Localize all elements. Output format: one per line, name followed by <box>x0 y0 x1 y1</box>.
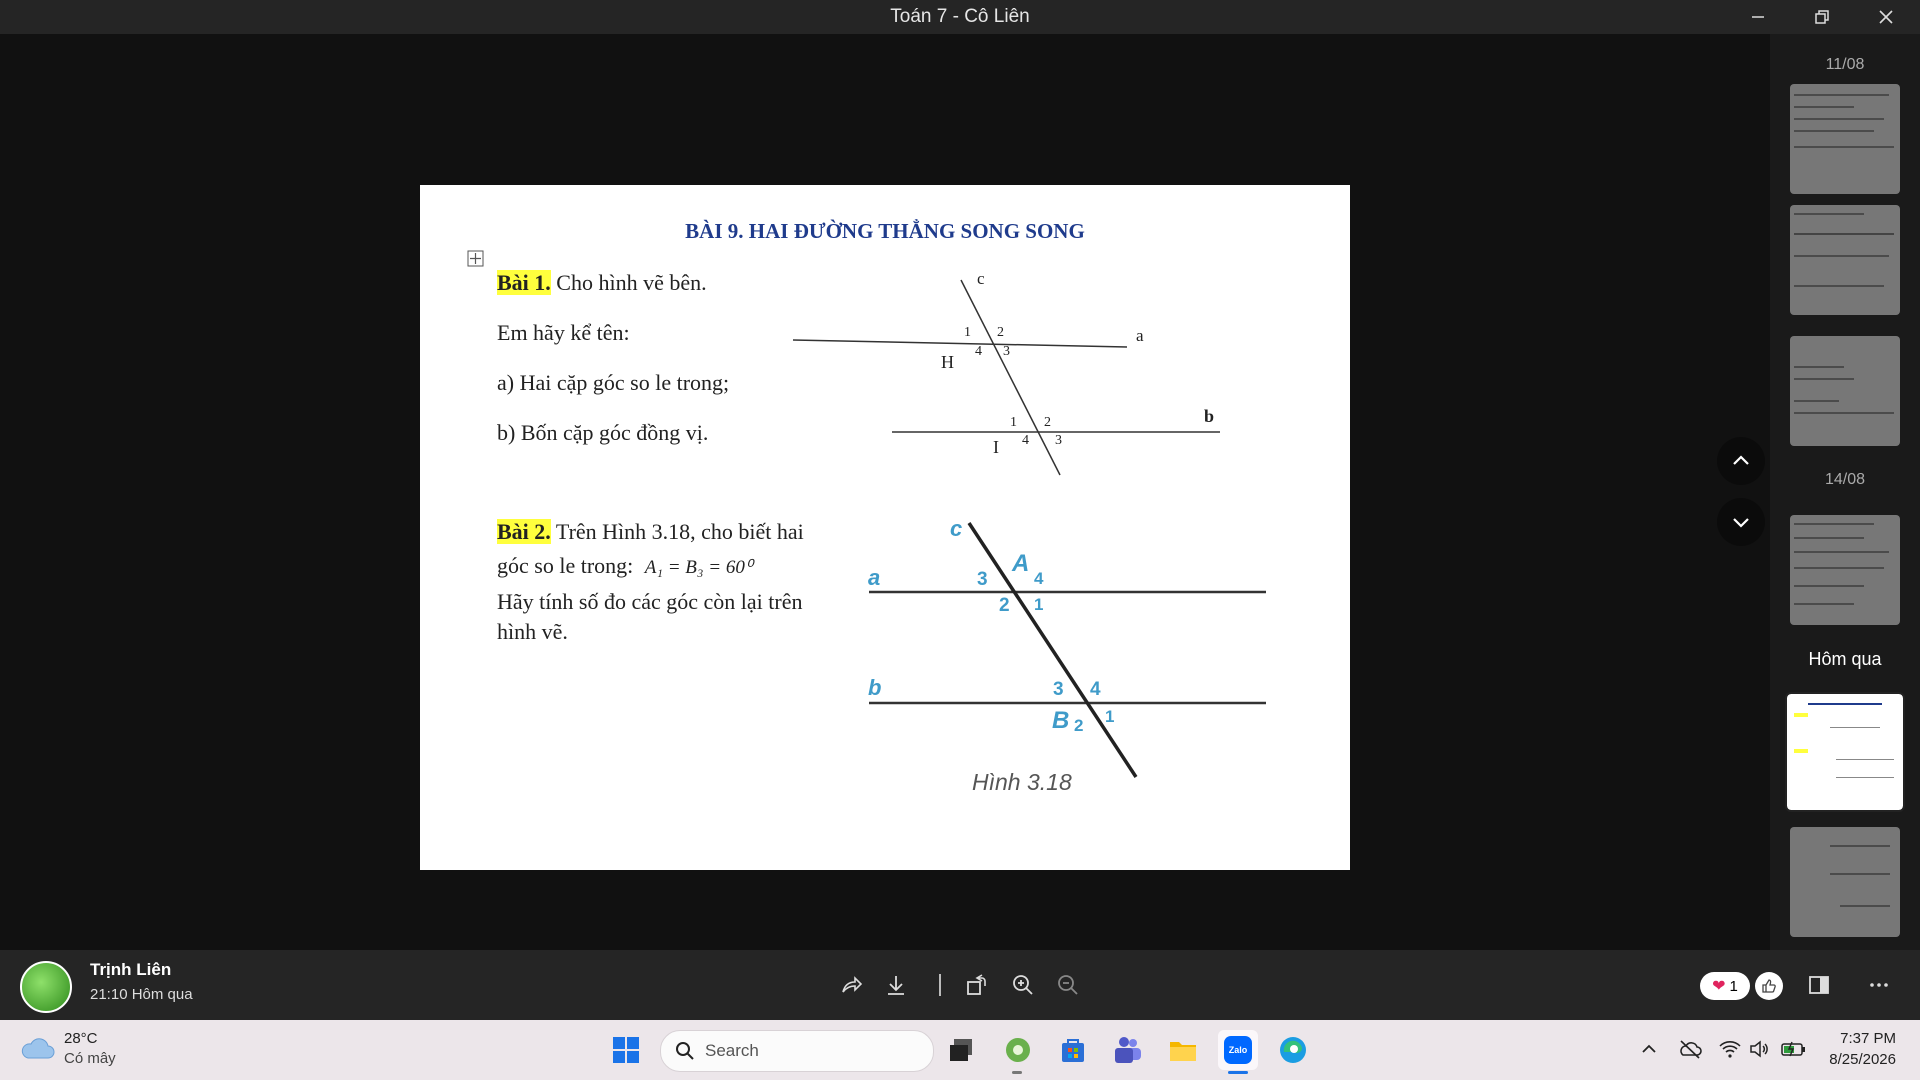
close-icon <box>1878 9 1894 25</box>
window-title: Toán 7 - Cô Liên <box>890 6 1030 27</box>
ex2-line2: góc so le trong: <box>497 553 634 578</box>
clock-date[interactable]: 8/25/2026 <box>1829 1051 1896 1068</box>
fig1-angle-H1: 1 <box>964 325 971 340</box>
avatar[interactable] <box>20 961 72 1013</box>
rotate-button[interactable] <box>960 968 994 1002</box>
fig2-label-a: a <box>868 565 881 590</box>
fig1-angle-H4: 4 <box>975 344 982 359</box>
weather-desc: Có mây <box>64 1050 116 1067</box>
taskbar-app-taskview[interactable] <box>941 1030 981 1070</box>
figure-2 <box>420 185 1350 870</box>
onedrive-status[interactable] <box>1678 1038 1702 1064</box>
fig2-label-c: c <box>950 516 963 541</box>
taskbar-search[interactable] <box>660 1030 934 1072</box>
wifi-icon <box>1718 1038 1742 1060</box>
green-app-icon <box>1004 1036 1032 1064</box>
taskbar-app-store[interactable] <box>1053 1030 1093 1070</box>
close-button[interactable] <box>1858 0 1914 34</box>
battery-status[interactable] <box>1780 1038 1808 1064</box>
zoom-in-icon <box>1011 973 1035 997</box>
fig2-angle-B2: 2 <box>1074 716 1084 735</box>
wifi-status[interactable] <box>1718 1038 1742 1064</box>
fig1-label-I: I <box>993 437 999 457</box>
fig2-angle-A4: 4 <box>1034 569 1044 588</box>
fig1-label-c: c <box>977 269 985 288</box>
fig2-angle-B4: 4 <box>1090 679 1101 700</box>
taskbar-app-edge[interactable] <box>1273 1030 1313 1070</box>
cloud-icon <box>20 1034 56 1062</box>
thumbnail[interactable] <box>1790 827 1900 937</box>
show-hidden-icons-button[interactable] <box>1638 1038 1660 1064</box>
search-placeholder: Search <box>705 1041 759 1060</box>
battery-charging-icon <box>1780 1038 1808 1060</box>
minimize-button[interactable] <box>1730 0 1786 34</box>
fig1-label-a: a <box>1136 326 1144 345</box>
more-icon <box>1868 974 1890 996</box>
thumbnail[interactable] <box>1790 515 1900 625</box>
taskbar <box>0 1020 1920 1080</box>
fig1-angle-H2: 2 <box>997 325 1004 340</box>
fig1-angle-H3: 3 <box>1003 344 1010 359</box>
taskbar-app-explorer[interactable] <box>1163 1030 1203 1070</box>
fig1-label-b: b <box>1204 406 1215 426</box>
fig2-angle-B1: 1 <box>1105 707 1115 726</box>
title-bar <box>0 0 1920 34</box>
ex1-label: Bài 1. <box>497 270 551 295</box>
search-icon <box>675 1041 695 1061</box>
sender-name: Trịnh Liên <box>90 960 172 979</box>
ex1-prompt: Cho hình vẽ bên. <box>556 270 707 295</box>
chevron-down-icon <box>1731 512 1751 532</box>
zoom-out-icon <box>1056 973 1080 997</box>
weather-widget[interactable] <box>20 1034 56 1066</box>
fig2-angle-A1: 1 <box>1034 595 1044 614</box>
zoom-out-button[interactable] <box>1051 968 1085 1002</box>
fig2-label-b: b <box>868 675 882 700</box>
toggle-sidebar-button[interactable] <box>1802 968 1836 1002</box>
thumbnail[interactable] <box>1790 336 1900 446</box>
sidebar-panel-icon <box>1808 974 1830 996</box>
weather-temp: 28°C <box>64 1030 98 1047</box>
store-icon <box>1059 1036 1087 1064</box>
fig1-angle-I4: 4 <box>1022 433 1029 448</box>
volume-status[interactable] <box>1748 1038 1772 1064</box>
download-icon <box>884 973 908 997</box>
fig2-angle-A3: 3 <box>977 569 988 590</box>
thumbnail-sidebar <box>1770 34 1920 950</box>
thumbnail[interactable] <box>1790 205 1900 315</box>
fig1-angle-I1: 1 <box>1010 415 1017 430</box>
slide-image <box>420 185 1350 870</box>
zoom-in-button[interactable] <box>1006 968 1040 1002</box>
fig2-label-A: A <box>1012 550 1030 577</box>
ex1-line2: Em hãy kể tên: <box>497 320 630 345</box>
share-button[interactable] <box>834 968 868 1002</box>
toolbar-divider <box>939 974 941 996</box>
taskbar-app-browser[interactable] <box>998 1030 1038 1070</box>
windows-logo-icon <box>612 1036 640 1064</box>
speaker-icon <box>1748 1038 1772 1060</box>
minimize-icon <box>1750 9 1766 25</box>
fig2-angle-B3: 3 <box>1053 679 1064 700</box>
ex2-line1: Trên Hình 3.18, cho biết hai <box>555 519 804 544</box>
date-group-label: 11/08 <box>1825 56 1865 73</box>
taskbar-app-zalo[interactable] <box>1218 1030 1258 1070</box>
ex1-item-a: a) Hai cặp góc so le trong; <box>497 370 730 395</box>
date-group-label: 14/08 <box>1824 471 1866 488</box>
previous-image-button[interactable] <box>1717 437 1765 485</box>
zalo-icon: Zalo <box>1224 1036 1252 1064</box>
bottom-toolbar <box>0 950 1920 1020</box>
restore-button[interactable] <box>1794 0 1850 34</box>
fig2-label-B: B <box>1052 707 1070 734</box>
ex2-line3: Hãy tính số đo các góc còn lại trên <box>497 589 803 614</box>
folder-icon <box>1168 1037 1198 1063</box>
date-group-label: Hôm qua <box>1808 649 1882 669</box>
ex1-item-b: b) Bốn cặp góc đồng vị. <box>497 420 709 445</box>
cloud-off-icon <box>1678 1038 1702 1060</box>
fig1-label-H: H <box>941 352 954 372</box>
more-options-button[interactable] <box>1862 968 1896 1002</box>
chevron-up-icon <box>1731 451 1751 471</box>
fig1-angle-I3: 3 <box>1055 433 1062 448</box>
edge-icon <box>1278 1035 1308 1065</box>
next-image-button[interactable] <box>1717 498 1765 546</box>
fig1-angle-I2: 2 <box>1044 415 1051 430</box>
share-icon <box>839 973 863 997</box>
restore-icon <box>1814 9 1830 25</box>
slide-title: BÀI 9. HAI ĐƯỜNG THẲNG SONG SONG <box>685 219 1085 243</box>
image-viewer <box>0 34 1770 950</box>
rotate-icon <box>965 973 989 997</box>
sent-time: 21:10 Hôm qua <box>90 986 193 1003</box>
clock-time[interactable]: 7:37 PM <box>1840 1030 1896 1047</box>
reaction-summary[interactable] <box>1700 972 1750 1000</box>
ex2-line4: hình vẽ. <box>497 619 568 644</box>
ex2-label: Bài 2. <box>497 519 551 544</box>
chevron-up-icon <box>1638 1038 1660 1060</box>
heart-icon: ❤ <box>1712 978 1726 995</box>
taskbar-app-teams[interactable] <box>1108 1030 1148 1070</box>
reaction-count: 1 <box>1729 977 1738 995</box>
fig2-caption: Hình 3.18 <box>972 769 1072 795</box>
thumbnail[interactable] <box>1790 84 1900 194</box>
ex2-equation: A₁ = B₃ = 60⁰ <box>644 557 753 578</box>
start-button[interactable] <box>606 1030 646 1070</box>
thumbs-up-icon <box>1761 978 1777 994</box>
download-button[interactable] <box>879 968 913 1002</box>
task-view-icon <box>948 1037 974 1063</box>
like-button[interactable] <box>1755 972 1783 1000</box>
thumbnail-selected[interactable] <box>1787 694 1903 810</box>
teams-icon <box>1113 1036 1143 1064</box>
fig2-angle-A2: 2 <box>999 595 1010 616</box>
